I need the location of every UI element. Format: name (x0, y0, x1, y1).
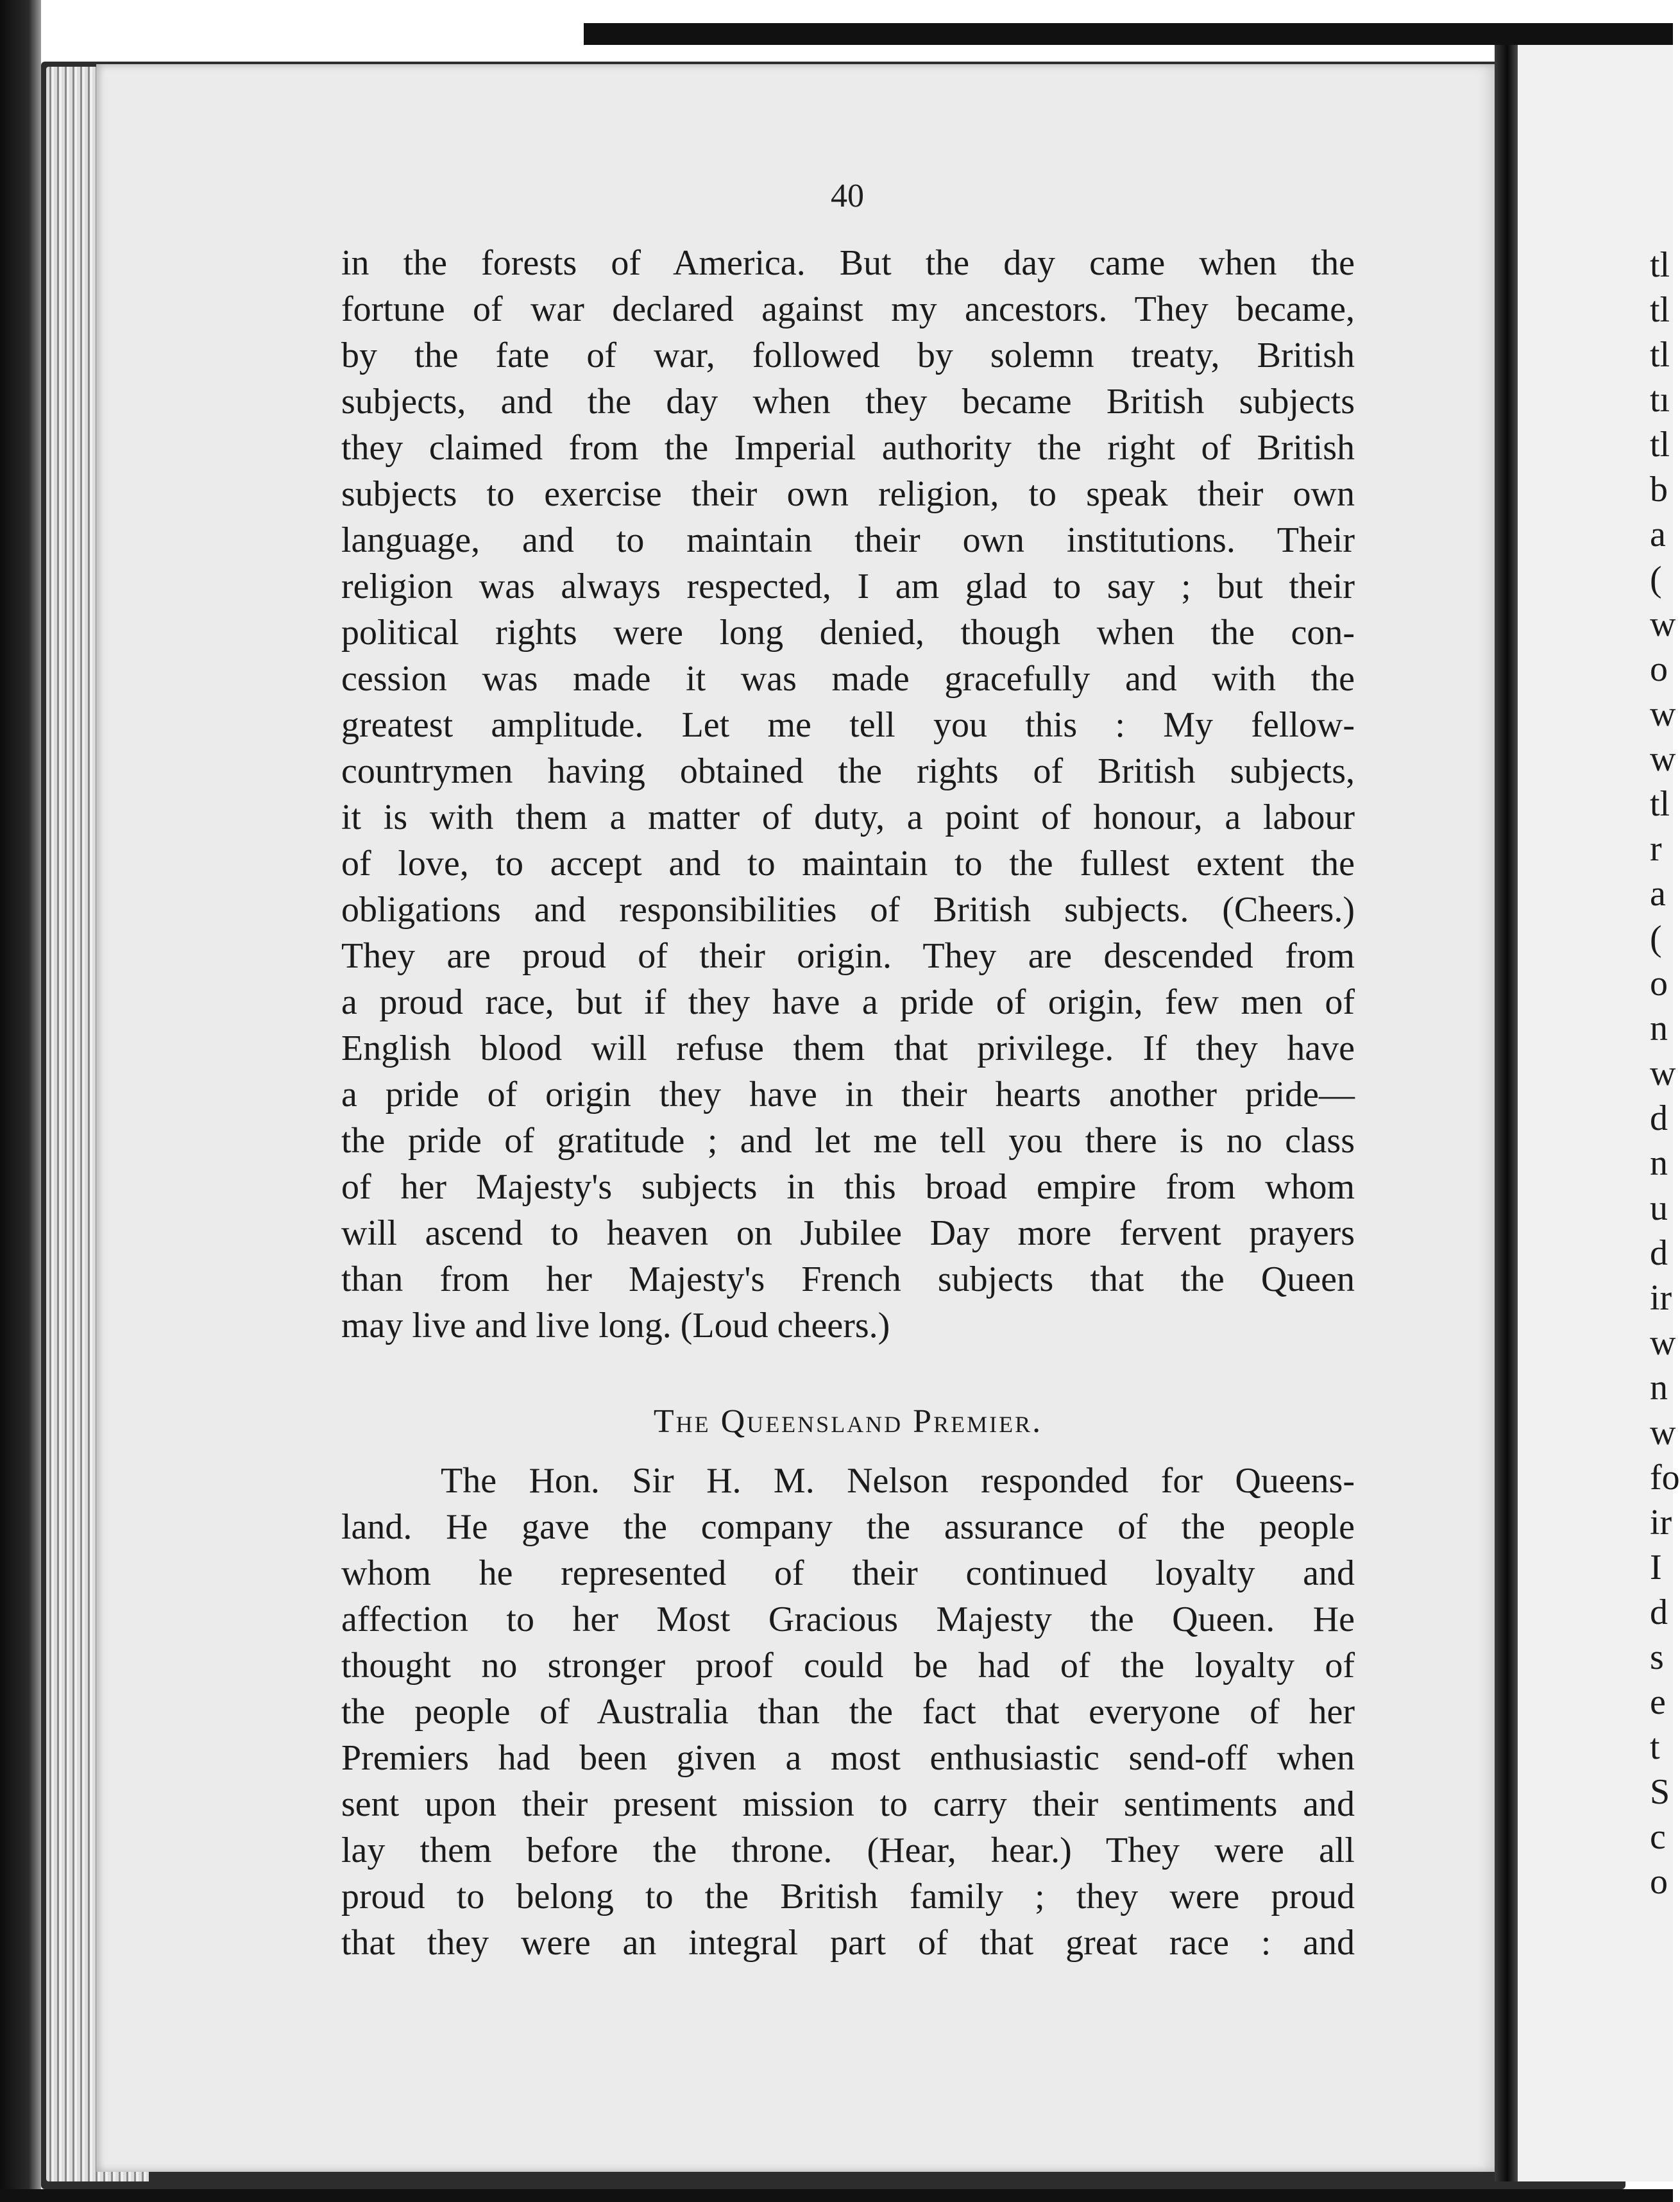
text-line: countrymen having obtained the rights of British subjects, (341, 751, 1355, 791)
text-line: of her Majesty's subjects in this broad empire from whom (341, 1167, 1355, 1207)
facing-line: u (1650, 1188, 1668, 1228)
scan-top-edge (584, 23, 1673, 45)
facing-line: ( (1650, 559, 1662, 599)
facing-line: b (1650, 470, 1668, 509)
facing-line: S (1650, 1772, 1670, 1812)
facing-line: a (1650, 515, 1666, 554)
facing-line: tl (1650, 290, 1670, 330)
text-line: fortune of war declared against my ancestors. They became, (341, 289, 1355, 329)
facing-line: n (1650, 1368, 1668, 1408)
facing-line: o (1650, 649, 1668, 689)
facing-line: o (1650, 964, 1668, 1003)
text-line: of love, to accept and to maintain to the fullest extent the (341, 844, 1355, 883)
facing-line: c (1650, 1817, 1666, 1857)
text-line: religion was always respected, I am glad to say ; but their (341, 567, 1355, 606)
facing-line: n (1650, 1009, 1668, 1048)
text-line: obligations and responsibilities of British subjects. (Cheers.) (341, 890, 1355, 930)
facing-line: t (1650, 1727, 1660, 1767)
text-line: in the forests of America. But the day came when the (341, 243, 1355, 283)
text-line: Premiers had been given a most enthusiastic send-off when (341, 1738, 1355, 1778)
facing-line: tı (1650, 380, 1670, 420)
book-gutter (1495, 45, 1518, 2181)
text-line: than from her Majesty's French subjects that the Queen (341, 1259, 1355, 1299)
text-line: it is with them a matter of duty, a point of honour, a labour (341, 798, 1355, 837)
facing-line: w (1650, 1323, 1676, 1363)
text-line: subjects, and the day when they became British subjects (341, 382, 1355, 422)
facing-line: tl (1650, 784, 1670, 824)
text-line: cession was made it was made gracefully and with the (341, 659, 1355, 699)
facing-line: ir (1650, 1278, 1672, 1318)
facing-line: w (1650, 1413, 1676, 1453)
facing-line: r (1650, 829, 1662, 869)
facing-line: tl (1650, 425, 1670, 465)
text-line: the pride of gratitude ; and let me tell you there is no class (341, 1121, 1355, 1161)
facing-line: e (1650, 1682, 1666, 1722)
facing-line: s (1650, 1637, 1664, 1677)
text-line: The Hon. Sir H. M. Nelson responded for Queens- (441, 1461, 1355, 1501)
text-line: whom he represented of their continued loyalty and (341, 1553, 1355, 1593)
text-line: they claimed from the Imperial authority the right of British (341, 428, 1355, 468)
text-line: lay them before the throne. (Hear, hear.) They were all (341, 1831, 1355, 1870)
text-line: a pride of origin they have in their hearts another pride— (341, 1075, 1355, 1114)
facing-line: d (1650, 1233, 1668, 1273)
facing-line: n (1650, 1143, 1668, 1183)
text-line: may live and live long. (Loud cheers.) (341, 1306, 890, 1345)
facing-line: ir (1650, 1503, 1672, 1542)
facing-line: w (1650, 1054, 1676, 1093)
section-heading: The Queensland Premier. (653, 1403, 1043, 1440)
text-line: greatest amplitude. Let me tell you this : My fellow- (341, 705, 1355, 745)
text-line: subjects to exercise their own religion, to speak their own (341, 474, 1355, 514)
text-line: proud to belong to the British family ; they were proud (341, 1877, 1355, 1916)
page-number: 40 (831, 178, 864, 214)
facing-line: d (1650, 1098, 1668, 1138)
facing-line: fo (1650, 1458, 1680, 1498)
text-line: language, and to maintain their own institutions. Their (341, 520, 1355, 560)
text-line: by the fate of war, followed by solemn treaty, British (341, 336, 1355, 375)
facing-line: I (1650, 1548, 1662, 1587)
text-line: affection to her Most Gracious Majesty the Queen. He (341, 1600, 1355, 1639)
facing-line: w (1650, 694, 1676, 734)
text-line: a proud race, but if they have a pride of origin, few men of (341, 982, 1355, 1022)
text-line: They are proud of their origin. They are descended from (341, 936, 1355, 976)
facing-line: w (1650, 604, 1676, 644)
text-line: thought no stronger proof could be had of the loyalty of (341, 1646, 1355, 1686)
scan-binding-shadow (0, 0, 41, 2202)
scan-bottom-edge (0, 2189, 1673, 2202)
text-line: political rights were long denied, though when the con- (341, 613, 1355, 653)
facing-line: w (1650, 739, 1676, 779)
facing-line: d (1650, 1592, 1668, 1632)
facing-line: tl (1650, 335, 1670, 375)
text-line: will ascend to heaven on Jubilee Day more fervent prayers (341, 1213, 1355, 1253)
facing-line: a (1650, 874, 1666, 914)
facing-line: o (1650, 1862, 1668, 1902)
facing-line: tl (1650, 245, 1670, 285)
text-line: the people of Australia than the fact that everyone of her (341, 1692, 1355, 1732)
text-line: sent upon their present mission to carry their sentiments and (341, 1784, 1355, 1824)
text-line: that they were an integral part of that great race : and (341, 1923, 1355, 1963)
text-line: land. He gave the company the assurance of the people (341, 1507, 1355, 1547)
facing-line: ( (1650, 919, 1662, 959)
text-line: English blood will refuse them that privilege. If they have (341, 1028, 1355, 1068)
